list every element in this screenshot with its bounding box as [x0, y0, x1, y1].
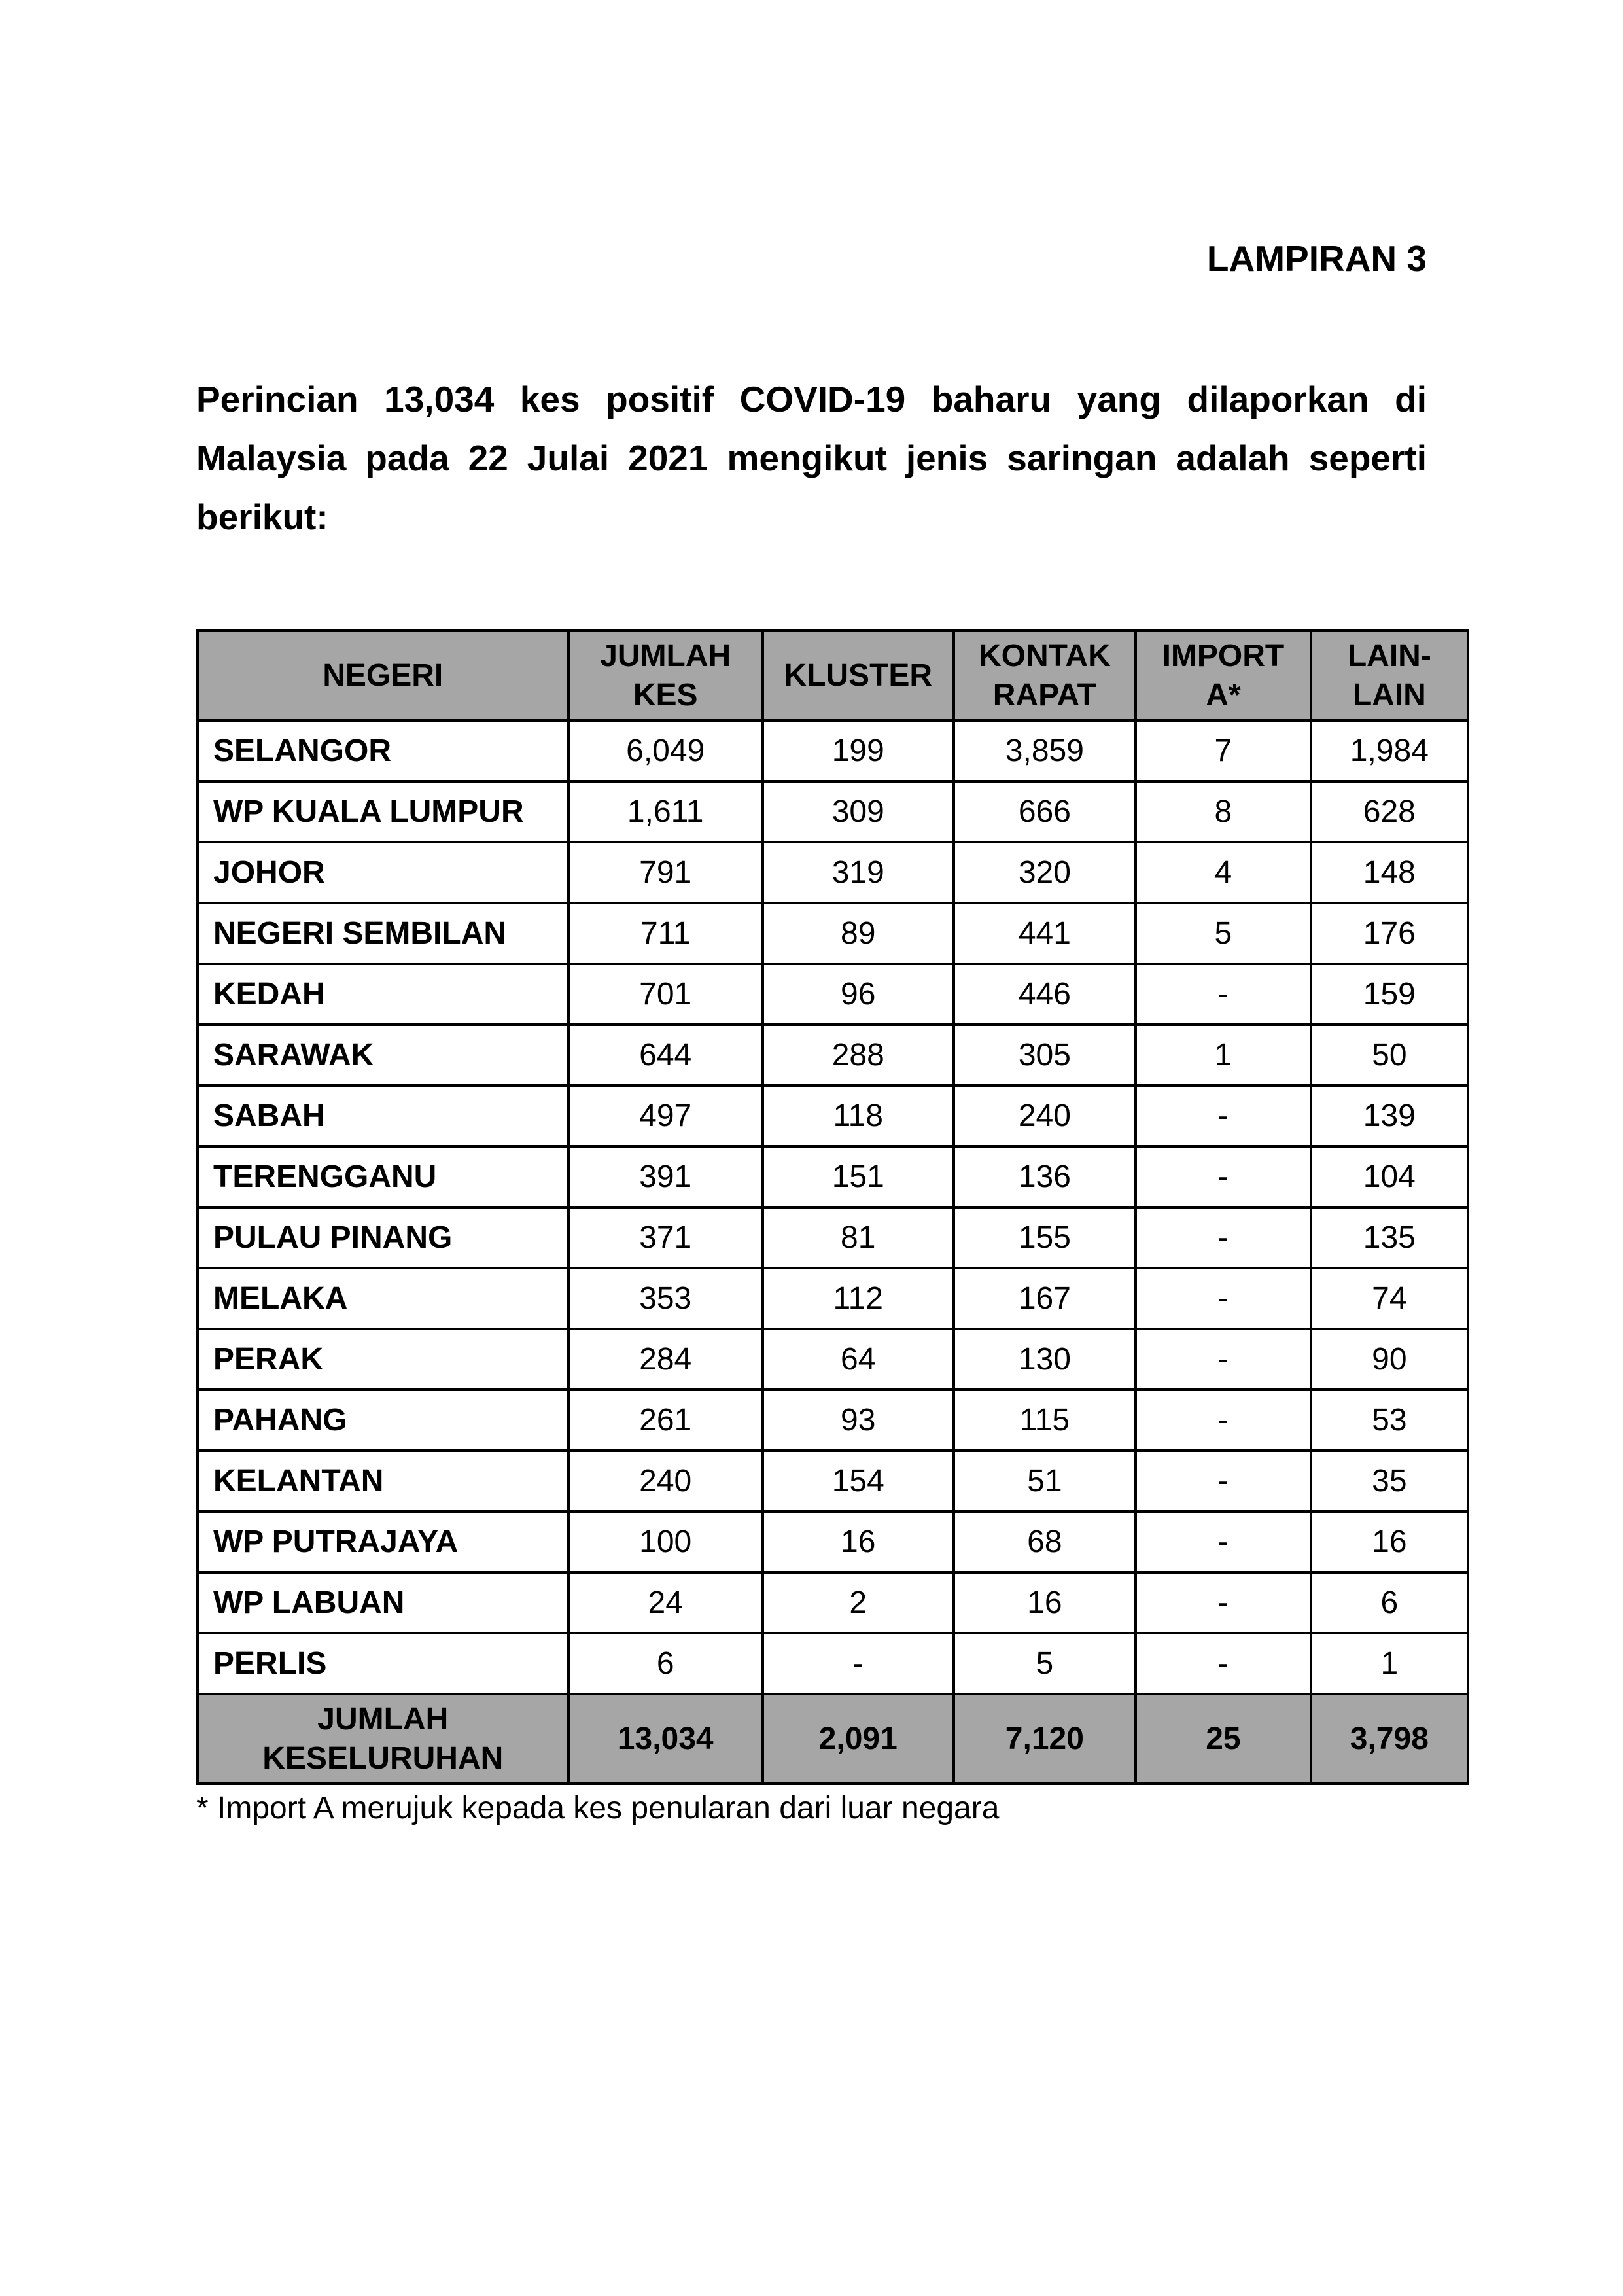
cell-kontak-rapat: 3,859 — [954, 720, 1136, 781]
table-row — [198, 842, 1468, 903]
cell-kontak-rapat: 68 — [954, 1511, 1136, 1572]
cell-negeri: NEGERI SEMBILAN — [198, 903, 568, 964]
table-body — [198, 720, 1468, 1694]
table-row — [198, 1086, 1468, 1146]
cell-jumlah-kes: 1,611 — [568, 781, 763, 842]
header-jumlah-kes: JUMLAH KES — [568, 631, 763, 720]
header-kluster: KLUSTER — [763, 631, 954, 720]
cell-kluster: - — [763, 1633, 954, 1694]
cell-import-a: - — [1136, 1633, 1311, 1694]
cell-lain-lain: 35 — [1311, 1451, 1468, 1511]
header-lain-lain: LAIN-LAIN — [1311, 631, 1468, 720]
cell-jumlah-kes: 284 — [568, 1329, 763, 1390]
table-header-row — [198, 631, 1468, 720]
table-row — [198, 964, 1468, 1025]
cell-kontak-rapat: 136 — [954, 1146, 1136, 1207]
cell-import-a: 8 — [1136, 781, 1311, 842]
cell-negeri: TERENGGANU — [198, 1146, 568, 1207]
cell-negeri: PERLIS — [198, 1633, 568, 1694]
table-row — [198, 1146, 1468, 1207]
cell-lain-lain: 74 — [1311, 1268, 1468, 1329]
cell-kluster: 288 — [763, 1025, 954, 1086]
cell-jumlah-kes: 100 — [568, 1511, 763, 1572]
cell-lain-lain: 628 — [1311, 781, 1468, 842]
table-row — [198, 1268, 1468, 1329]
cases-table — [196, 629, 1469, 1785]
table-row — [198, 903, 1468, 964]
cell-lain-lain: 159 — [1311, 964, 1468, 1025]
cell-negeri: WP PUTRAJAYA — [198, 1511, 568, 1572]
total-lain-lain: 3,798 — [1311, 1694, 1468, 1784]
cell-negeri: JOHOR — [198, 842, 568, 903]
total-kontak-rapat: 7,120 — [954, 1694, 1136, 1784]
cell-negeri: PULAU PINANG — [198, 1207, 568, 1268]
cell-lain-lain: 139 — [1311, 1086, 1468, 1146]
cell-kluster: 118 — [763, 1086, 954, 1146]
table-row — [198, 1511, 1468, 1572]
cell-import-a: - — [1136, 1268, 1311, 1329]
cell-import-a: - — [1136, 1207, 1311, 1268]
cell-kluster: 319 — [763, 842, 954, 903]
cell-kluster: 64 — [763, 1329, 954, 1390]
page-label: LAMPIRAN 3 — [1206, 238, 1427, 279]
cell-jumlah-kes: 6 — [568, 1633, 763, 1694]
cell-import-a: - — [1136, 1451, 1311, 1511]
cell-lain-lain: 135 — [1311, 1207, 1468, 1268]
header-kontak-rapat: KONTAK RAPAT — [954, 631, 1136, 720]
cell-kontak-rapat: 115 — [954, 1390, 1136, 1451]
total-label: JUMLAH KESELURUHAN — [198, 1694, 568, 1784]
table-row — [198, 1329, 1468, 1390]
cell-kluster: 199 — [763, 720, 954, 781]
cell-jumlah-kes: 353 — [568, 1268, 763, 1329]
cell-import-a: - — [1136, 964, 1311, 1025]
cell-kluster: 89 — [763, 903, 954, 964]
cell-jumlah-kes: 371 — [568, 1207, 763, 1268]
cell-kontak-rapat: 5 — [954, 1633, 1136, 1694]
cell-kluster: 112 — [763, 1268, 954, 1329]
total-row — [198, 1694, 1468, 1784]
cell-kontak-rapat: 320 — [954, 842, 1136, 903]
cell-import-a: - — [1136, 1086, 1311, 1146]
cell-kontak-rapat: 305 — [954, 1025, 1136, 1086]
cell-kontak-rapat: 130 — [954, 1329, 1136, 1390]
cell-negeri: WP LABUAN — [198, 1572, 568, 1633]
total-jumlah-kes: 13,034 — [568, 1694, 763, 1784]
cell-negeri: SARAWAK — [198, 1025, 568, 1086]
cell-lain-lain: 1,984 — [1311, 720, 1468, 781]
table-row — [198, 720, 1468, 781]
cell-lain-lain: 6 — [1311, 1572, 1468, 1633]
cell-kontak-rapat: 51 — [954, 1451, 1136, 1511]
table-row — [198, 1572, 1468, 1633]
cell-lain-lain: 104 — [1311, 1146, 1468, 1207]
cell-jumlah-kes: 240 — [568, 1451, 763, 1511]
table-row — [198, 1451, 1468, 1511]
cell-kluster: 151 — [763, 1146, 954, 1207]
cell-import-a: 5 — [1136, 903, 1311, 964]
cell-kontak-rapat: 446 — [954, 964, 1136, 1025]
table-row — [198, 781, 1468, 842]
cell-kontak-rapat: 155 — [954, 1207, 1136, 1268]
cell-negeri: MELAKA — [198, 1268, 568, 1329]
cell-negeri: SABAH — [198, 1086, 568, 1146]
cell-negeri: KEDAH — [198, 964, 568, 1025]
cell-jumlah-kes: 701 — [568, 964, 763, 1025]
cell-kluster: 93 — [763, 1390, 954, 1451]
cell-lain-lain: 90 — [1311, 1329, 1468, 1390]
cell-lain-lain: 148 — [1311, 842, 1468, 903]
cell-kontak-rapat: 666 — [954, 781, 1136, 842]
cell-jumlah-kes: 391 — [568, 1146, 763, 1207]
cell-lain-lain: 176 — [1311, 903, 1468, 964]
cell-kluster: 2 — [763, 1572, 954, 1633]
cell-kontak-rapat: 16 — [954, 1572, 1136, 1633]
header-import-a: IMPORT A* — [1136, 631, 1311, 720]
cell-kluster: 16 — [763, 1511, 954, 1572]
intro-paragraph: Perincian 13,034 kes positif COVID-19 baharu yang dilaporkan di Malaysia pada 22 Julai 2021 mengikut jenis saringan adalah seperti berikut: — [196, 379, 1427, 537]
cell-negeri: PERAK — [198, 1329, 568, 1390]
cell-jumlah-kes: 6,049 — [568, 720, 763, 781]
header-negeri: NEGERI — [198, 631, 568, 720]
cell-jumlah-kes: 24 — [568, 1572, 763, 1633]
cell-kluster: 154 — [763, 1451, 954, 1511]
cell-import-a: 7 — [1136, 720, 1311, 781]
cell-kontak-rapat: 441 — [954, 903, 1136, 964]
cell-import-a: - — [1136, 1572, 1311, 1633]
cell-negeri: KELANTAN — [198, 1451, 568, 1511]
cell-kontak-rapat: 240 — [954, 1086, 1136, 1146]
cell-negeri: WP KUALA LUMPUR — [198, 781, 568, 842]
total-kluster: 2,091 — [763, 1694, 954, 1784]
total-import-a: 25 — [1136, 1694, 1311, 1784]
cell-import-a: 4 — [1136, 842, 1311, 903]
cell-import-a: - — [1136, 1146, 1311, 1207]
cell-kontak-rapat: 167 — [954, 1268, 1136, 1329]
cell-jumlah-kes: 791 — [568, 842, 763, 903]
table-row — [198, 1025, 1468, 1086]
table-row — [198, 1390, 1468, 1451]
cell-import-a: 1 — [1136, 1025, 1311, 1086]
cell-import-a: - — [1136, 1329, 1311, 1390]
cell-jumlah-kes: 644 — [568, 1025, 763, 1086]
cell-lain-lain: 53 — [1311, 1390, 1468, 1451]
cell-negeri: PAHANG — [198, 1390, 568, 1451]
cell-jumlah-kes: 261 — [568, 1390, 763, 1451]
footnote: * Import A merujuk kepada kes penularan dari luar negara — [196, 1791, 1000, 1826]
cell-jumlah-kes: 497 — [568, 1086, 763, 1146]
cell-import-a: - — [1136, 1390, 1311, 1451]
cell-lain-lain: 50 — [1311, 1025, 1468, 1086]
cell-jumlah-kes: 711 — [568, 903, 763, 964]
table-row — [198, 1633, 1468, 1694]
cell-kluster: 81 — [763, 1207, 954, 1268]
cell-kluster: 96 — [763, 964, 954, 1025]
cell-import-a: - — [1136, 1511, 1311, 1572]
table-row — [198, 1207, 1468, 1268]
cell-lain-lain: 1 — [1311, 1633, 1468, 1694]
cell-negeri: SELANGOR — [198, 720, 568, 781]
cell-kluster: 309 — [763, 781, 954, 842]
cell-lain-lain: 16 — [1311, 1511, 1468, 1572]
